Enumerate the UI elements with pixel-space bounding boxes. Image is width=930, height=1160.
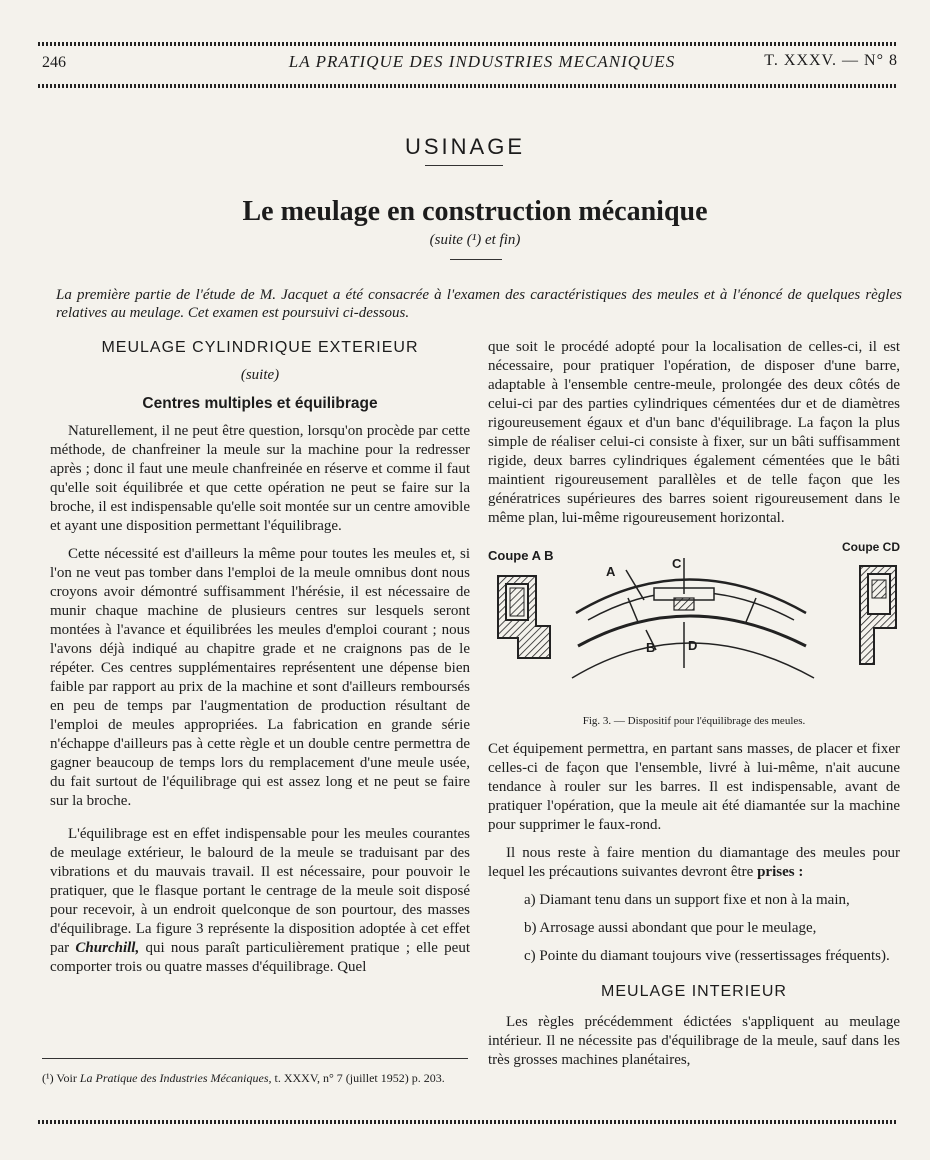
volume-number: T. XXXV. — N° 8 — [764, 52, 898, 69]
heading-meulage-exterieur: MEULAGE CYLINDRIQUE EXTERIEUR — [101, 339, 419, 356]
article-subtitle: (suite (¹) et fin) — [429, 232, 521, 248]
paragraph: Naturellement, il ne peut être question, lorsqu'on procède par cette méthode, de chanfreiner la meule sur la machine pour la redresser après ; donc il faut une meule chanfreinée en réserve et comme il faut qu'elle soit équilibrée et que cette opération ne peut se faire sur la broche, il est indispensable qu'elle soit montée sur un centre amovible et ayant une disposition permettant l'équilibrage. — [50, 423, 470, 534]
list-item: b) Arrosage aussi abondant que pour le meulage, — [524, 920, 817, 936]
label-d: D — [688, 638, 698, 653]
list-item: a) Diamant tenu dans un support fixe et non à la main, — [524, 892, 850, 908]
coupe-ab-section — [498, 576, 550, 658]
list-item: c) Pointe du diamant toujours vive (ressertissages fréquents). — [524, 948, 890, 964]
footnote-reference: La Pratique des Industries Mécaniques, — [79, 1071, 272, 1085]
section-underline — [425, 165, 503, 166]
right-column — [488, 338, 900, 1079]
subheading-centres: Centres multiples et équilibrage — [142, 395, 378, 412]
top-dotted-rule — [38, 42, 898, 46]
paragraph: Cet équipement permettra, en partant sans masses, de placer et fixer celles-ci de façon que l'ensemble, livré à lui-même, n'ait aucune tendance à rouler sur les barres. Il est indispensable, avant de pratiquer l'opération, que la meule ait été diamantée sur la machine pour supprimer le faux-rond. — [488, 741, 900, 833]
text-span: Il nous reste à faire mention du diamantage des meules pour lequel les précautions suivantes devront être — [488, 845, 900, 880]
bold-text: prises : — [757, 864, 804, 880]
footnote — [42, 1071, 470, 1086]
caption-fig-number: Fig. 3. — [582, 715, 612, 727]
figure-drawing — [488, 538, 900, 708]
footnote-text: Voir — [56, 1071, 77, 1085]
paragraph: que soit le procédé adopté pour la localisation de celles-ci, il est nécessaire, pour pratiquer l'opération, de disposer d'une barre, adaptable à l'ensemble centre-meule, prolongée des deux côtés de celui-ci par des parties cylindriques cémentées dur et de diamètres rigoureusement égaux et d'un banc d'équilibrage. La façon la plus simple de réaliser celui-ci consiste à fixer, sur un bâti suffisamment rigide, deux barres cylindriques également cémentées que le bâti maintient rigoureusement parallèles et de telle façon que les génératrices supérieures des barres soient rigoureusement dans le même plan, lui-même rigoureusement horizontal. — [488, 339, 900, 526]
label-coupe-cd: Coupe CD — [842, 540, 900, 554]
coupe-cd-section — [860, 566, 896, 664]
paragraph — [488, 844, 900, 882]
text-span: L'équilibrage est en effet indispensable pour les meules courantes de meulage extérieur, le balourd de la meule se traduisant par des vibrations et du mauvais travail. Il est nécessaire, pour pouvoir le pratiquer, que le flasque portant le centrage de la meule soit disposé pour recevoir, à un endroit quelconque de son pourtour, des masses d'équilibrage. La figure 3 représente la disposition adoptée à cet effet par — [50, 826, 470, 956]
caption-text: — Dispositif pour l'équilibrage des meules. — [613, 715, 806, 727]
label-coupe-ab: Coupe A B — [488, 548, 554, 563]
header-dotted-rule — [38, 84, 898, 88]
page-number: 246 — [42, 54, 66, 71]
section-title: USINAGE — [404, 134, 526, 159]
label-b: B — [646, 640, 656, 655]
text-span: qui nous paraît particulièrement pratique ; elle peut comporter trois ou quatre masses d'équilibrage. Quel — [50, 940, 471, 975]
heading-meulage-interieur: MEULAGE INTERIEUR — [601, 983, 787, 1000]
left-column — [50, 338, 470, 986]
footnote-mark: (¹) — [42, 1071, 54, 1085]
paragraph — [50, 825, 470, 977]
footnote-rule — [42, 1058, 468, 1059]
intro-paragraph: La première partie de l'étude de M. Jacquet a été consacrée à l'examen des caractéristiques des meules et à l'énoncé de quelques règles relatives au meulage. Cet examen est poursuivi ci-dessous. — [56, 287, 902, 321]
title-underline — [450, 259, 502, 260]
heading-suite: (suite) — [240, 367, 280, 383]
paragraph: Les règles précédemment édictées s'appliquent au meulage intérieur. Il ne nécessite pas d'équilibrage de la meule, sauf dans les très grosses machines planétaires, — [488, 1014, 900, 1068]
brand-churchill: Churchill, — [75, 940, 140, 956]
footnote-text: t. XXXV, n° 7 (juillet 1952) p. 203. — [274, 1071, 445, 1085]
label-c: C — [672, 556, 682, 571]
bottom-dotted-rule — [38, 1120, 898, 1124]
label-a: A — [606, 564, 616, 579]
figure-caption — [488, 712, 900, 731]
paragraph: Cette nécessité est d'ailleurs la même pour toutes les meules et, si l'on ne veut pas tomber dans l'emploi de la meule omnibus dont nous croyons avoir démontré suffisamment l'hérésie, il est nécessaire de munir chaque machine de plusieurs centres sur lesquels seront montées à l'avance et équilibrées les meules d'emploi courant ; nous l'avons déjà indiqué au chapitre grade et ne craignons pas de le répéter. Ces centres supplémentaires représentent une dépense bien faible par rapport au prix de la machine et sont d'ailleurs remboursés en peu de temps par l'augmentation de production résultant de l'emploi de meules appropriées. La fabrication en grande série n'échappe d'ailleurs pas à cette règle et un double centre permettra de gagner beaucoup de temps lors du remplacement d'une meule usée, du fait surtout de l'équilibrage qui est assez long et ne peut se faire sur la broche. — [50, 546, 470, 809]
figure-3 — [488, 538, 900, 708]
running-header — [42, 50, 898, 74]
journal-title: LA PRATIQUE DES INDUSTRIES MECANIQUES — [288, 52, 676, 71]
article-title: Le meulage en construction mécanique — [242, 196, 708, 227]
